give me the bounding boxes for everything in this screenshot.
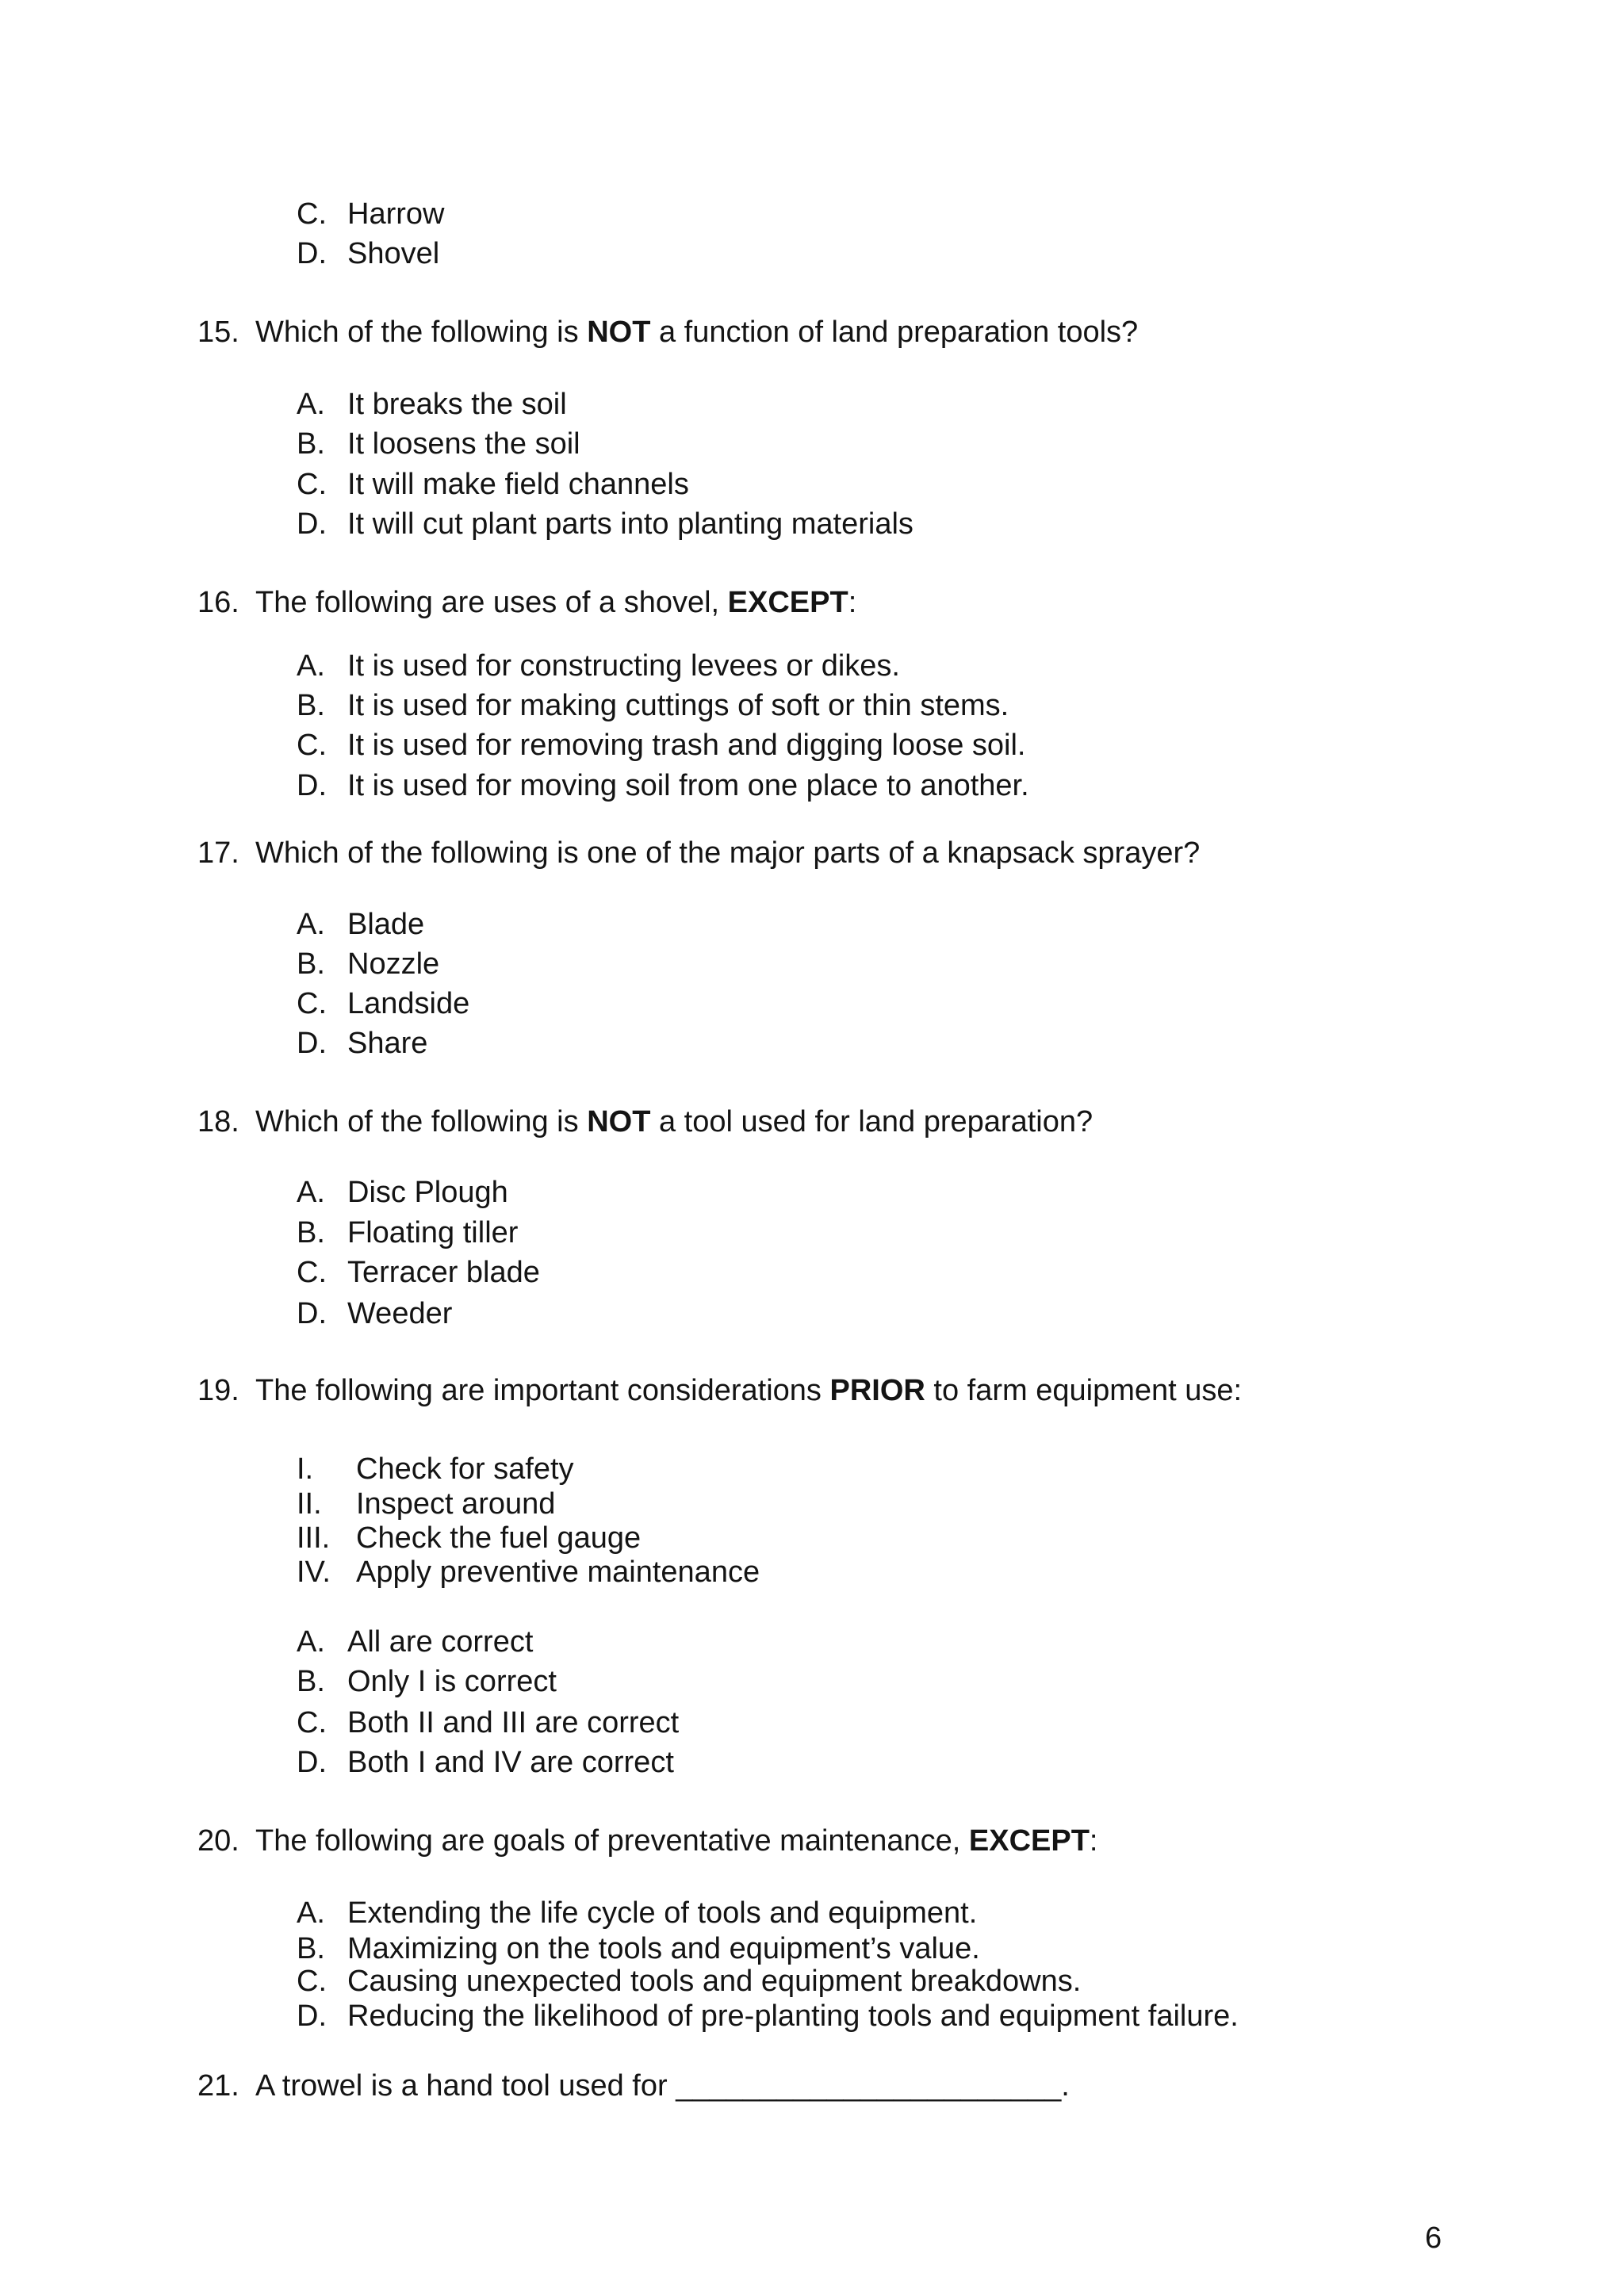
question-20-option-a [0, 1896, 1624, 1931]
option-text: Reducing the likelihood of pre-planting tools and equipment failure. [347, 1999, 1239, 2033]
option-text: It is used for moving soil from one place to another. [347, 769, 1029, 802]
option-letter: C. [297, 987, 327, 1020]
stem-text-end: to farm equipment use: [925, 1374, 1243, 1407]
stem-emphasis: PRIOR [829, 1374, 925, 1407]
question-stem [255, 585, 856, 620]
question-19-option-b [0, 1664, 1624, 1699]
question-20-option-d [0, 1999, 1624, 2034]
question-16-option-a [0, 649, 1624, 683]
stem-text: Which of the following is [255, 316, 588, 349]
question-20-option-c [0, 1964, 1624, 1999]
question-15-stem [0, 315, 1624, 350]
question-number: 15. [197, 316, 239, 349]
stem-text: The following are uses of a shovel, [255, 586, 728, 619]
stem-text-end: : [1089, 1824, 1098, 1858]
option-text: Extending the life cycle of tools and equipment. [347, 1896, 978, 1930]
option-letter: C. [297, 1965, 327, 1998]
question-stem: Which of the following is one of the major parts of a knapsack sprayer? [255, 836, 1201, 870]
question-16-option-b [0, 688, 1624, 723]
question-17-option-d [0, 1026, 1624, 1061]
question-18-option-d [0, 1296, 1624, 1331]
option-letter: B. [297, 689, 325, 722]
option-letter: B. [297, 1216, 325, 1249]
statement-numeral: IV. [297, 1556, 331, 1589]
option-text: Causing unexpected tools and equipment breakdowns. [347, 1965, 1082, 1998]
question-number: 16. [197, 586, 239, 619]
option-letter: B. [297, 427, 325, 461]
question-19-statement-1 [0, 1452, 1624, 1487]
option-text: Both II and III are correct [347, 1706, 680, 1739]
question-stem [255, 1373, 1242, 1408]
question-number: 20. [197, 1824, 239, 1858]
stem-text: The following are goals of preventative maintenance, [255, 1824, 969, 1858]
option-letter: D. [297, 1027, 327, 1060]
option-text: Terracer blade [347, 1256, 540, 1289]
stem-text: The following are important considerations [255, 1374, 830, 1407]
question-17-option-a [0, 907, 1624, 942]
stem-emphasis: NOT [587, 316, 651, 349]
question-stem [255, 315, 1138, 350]
option-letter: C. [297, 197, 327, 231]
carryover-option-c [0, 197, 1624, 232]
option-letter: B. [297, 947, 325, 981]
option-text: Blade [347, 908, 425, 941]
option-letter: D. [297, 1999, 327, 2033]
option-letter: A. [297, 649, 325, 683]
question-16-option-d [0, 768, 1624, 803]
question-20-stem [0, 1823, 1624, 1858]
option-text: Both I and IV are correct [347, 1746, 674, 1779]
stem-emphasis: NOT [587, 1105, 651, 1138]
stem-text-end: . [1061, 2069, 1070, 2103]
option-text: It will make field channels [347, 468, 689, 501]
question-18-option-c [0, 1255, 1624, 1290]
statement-text: Check the fuel gauge [356, 1521, 642, 1555]
question-number: 19. [197, 1374, 239, 1407]
question-15-option-c [0, 467, 1624, 502]
question-stem [255, 2068, 1070, 2103]
option-text: Nozzle [347, 947, 440, 981]
option-text: It is used for constructing levees or dikes. [347, 649, 900, 683]
question-18-stem [0, 1104, 1624, 1139]
option-letter: D. [297, 507, 327, 541]
question-stem [255, 1823, 1097, 1858]
question-stem [255, 1104, 1093, 1139]
option-letter: A. [297, 388, 325, 421]
question-number: 21. [197, 2069, 239, 2103]
question-18-option-a [0, 1175, 1624, 1210]
question-17-stem [0, 836, 1624, 871]
question-15-option-d [0, 507, 1624, 541]
option-text: It breaks the soil [347, 388, 567, 421]
question-number: 18. [197, 1105, 239, 1138]
question-17-option-c [0, 986, 1624, 1021]
option-text: Only I is correct [347, 1665, 557, 1698]
option-text: All are correct [347, 1625, 534, 1659]
option-text: Maximizing on the tools and equipment’s value. [347, 1932, 980, 1965]
option-letter: D. [297, 237, 327, 270]
stem-emphasis: EXCEPT [968, 1824, 1090, 1858]
option-letter: A. [297, 1176, 325, 1209]
carryover-option-d [0, 236, 1624, 271]
statement-text: Inspect around [356, 1487, 556, 1521]
option-text: Harrow [347, 197, 445, 231]
stem-text-end: a function of land preparation tools? [650, 316, 1139, 349]
statement-numeral: III. [297, 1521, 331, 1555]
option-text: Floating tiller [347, 1216, 519, 1249]
question-19-statement-4 [0, 1555, 1624, 1590]
stem-emphasis: EXCEPT [727, 586, 848, 619]
question-16-option-c [0, 728, 1624, 763]
question-18-option-b [0, 1215, 1624, 1250]
option-text: It is used for making cuttings of soft or thin stems. [347, 689, 1009, 722]
page-number: 6 [1425, 2221, 1442, 2255]
question-21-stem [0, 2068, 1624, 2103]
option-letter: D. [297, 1746, 327, 1779]
answer-blank: _______________________ [676, 2069, 1062, 2103]
option-text: Landside [347, 987, 470, 1020]
option-letter: C. [297, 468, 327, 501]
stem-text: A trowel is a hand tool used for [255, 2069, 676, 2103]
question-19-option-a [0, 1624, 1624, 1659]
question-15-option-a [0, 387, 1624, 422]
option-letter: A. [297, 908, 325, 941]
option-letter: C. [297, 729, 327, 762]
option-text: Weeder [347, 1297, 453, 1330]
question-19-statement-3 [0, 1521, 1624, 1556]
option-letter: A. [297, 1896, 325, 1930]
question-19-stem [0, 1373, 1624, 1408]
stem-text: Which of the following is [255, 1105, 588, 1138]
option-letter: D. [297, 769, 327, 802]
statement-numeral: II. [297, 1487, 322, 1521]
question-17-option-b [0, 947, 1624, 982]
question-19-statement-2 [0, 1487, 1624, 1521]
option-letter: B. [297, 1932, 325, 1965]
option-letter: A. [297, 1625, 325, 1659]
statement-numeral: I. [297, 1452, 314, 1486]
option-letter: B. [297, 1665, 325, 1698]
question-19-option-c [0, 1705, 1624, 1740]
stem-text-end: a tool used for land preparation? [650, 1105, 1094, 1138]
option-text: It is used for removing trash and digging loose soil. [347, 729, 1026, 762]
question-19-option-d [0, 1745, 1624, 1780]
option-text: It will cut plant parts into planting materials [347, 507, 914, 541]
option-letter: C. [297, 1706, 327, 1739]
question-number: 17. [197, 836, 239, 870]
option-letter: D. [297, 1297, 327, 1330]
option-text: Disc Plough [347, 1176, 508, 1209]
option-letter: C. [297, 1256, 327, 1289]
stem-text-end: : [848, 586, 857, 619]
statement-text: Check for safety [356, 1452, 574, 1486]
question-15-option-b [0, 427, 1624, 461]
question-20-option-b [0, 1931, 1624, 1966]
statement-text: Apply preventive maintenance [356, 1556, 760, 1589]
option-text: It loosens the soil [347, 427, 580, 461]
option-text: Shovel [347, 237, 440, 270]
option-text: Share [347, 1027, 428, 1060]
question-16-stem [0, 585, 1624, 620]
